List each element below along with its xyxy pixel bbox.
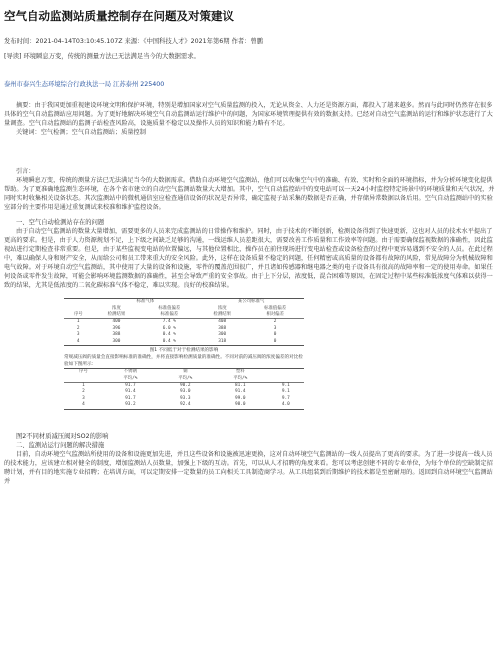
table-cell: 2 — [273, 319, 277, 325]
table-1-column-header: 检测结果 — [107, 312, 126, 317]
section-2-heading: 二、监测站运行问题的解决措施 — [16, 441, 105, 449]
table-cell: 2 — [82, 389, 85, 395]
table-cell: 98.0 — [234, 402, 246, 408]
table-cell: 9.1 — [281, 383, 290, 389]
table-cell: 93.2 — [125, 402, 136, 408]
table-cell: 92.4 — [180, 402, 191, 408]
intro-label: 引言： — [16, 168, 35, 176]
table-1-group-header: 某公司标准气 — [237, 299, 265, 305]
table-cell: 300 — [112, 338, 121, 344]
table-cell: 396 — [112, 325, 121, 331]
table-cell: 9.7 — [281, 395, 290, 401]
table-cell: 9.1 — [281, 389, 290, 395]
table-cell: 408 — [218, 319, 227, 325]
table-cell: 1 — [76, 319, 80, 325]
table-cell: 4.0 — [281, 402, 290, 408]
table-1-subheader: 标准值偏差 — [264, 305, 287, 311]
table-cell: 400 — [112, 319, 121, 325]
table-cell: 300 — [218, 332, 227, 338]
table-cell: 93.0 — [180, 389, 191, 395]
author-affiliation: 泰州市泰兴生态环境综合行政执法一局 江苏泰州 225400 — [4, 80, 165, 88]
table-cell: 3 — [76, 332, 80, 338]
table-cell: 0.4 % — [162, 332, 176, 338]
publish-meta: 发布时间：2021-04-14T03:10:45.107Z 来源：《中国科技人才》2021年第6期 作者：曾鹏 — [4, 38, 264, 45]
article-page — [0, 8, 502, 657]
figure-caption: 图2不同材质减压阀对SO2的影响 — [16, 432, 109, 440]
table-cell: 3 — [273, 325, 277, 331]
table-cell: 91.7 — [125, 395, 136, 401]
table-cell: 1 — [82, 383, 85, 389]
table-2-subheader — [268, 376, 304, 383]
table-2-header: 铜 — [183, 369, 188, 375]
table-cell: 4 — [76, 338, 80, 344]
table-1-column-header: 相对偏差 — [266, 312, 284, 317]
table-1-caption: 图1 不同低于对于检测结果的影响 — [149, 348, 219, 354]
table-2-header: 塑料 — [235, 369, 245, 375]
intro-text: 环境瞬息万变，传统的测量方法已无法满足当今的大数据需求。借助自动环境空气监测站，他们可以收集空气中的准确、有效、实时和全面的环境指标，并为分析环境变化提供帮助。为了更准确地监测生态环境，在各个省市建立的自动空气监测站数量大大增加。其中，空气自动监控站中的变电站可以一天24小时监控特定场景中的环境质量和天气状况，并同时实时收集相关设备状态。其次监测站中的微机通信室应检查通信设备的状况是否异常，确定监视子站采集的数据是否正确，并存储异常数据以备后用。空气自动监测站中的实验室部分的主要作用是通过重复测试来校准和维护监控设备。 — [4, 177, 495, 212]
table-1-subheader: 浓度 — [112, 305, 121, 311]
table-2-subheader: 平均/% — [123, 375, 138, 381]
table-1 — [64, 298, 304, 346]
table-cell: 7.4 % — [162, 319, 176, 325]
section-1-heading: 一、空气自动检测站存在的问题 — [16, 219, 105, 227]
table-cell: 93.3 — [180, 395, 191, 401]
table-row — [64, 319, 304, 326]
table-1-group-header: 标准气体 — [136, 299, 155, 305]
table-cell: 99.0 — [234, 395, 246, 401]
article-title: 空气自动监测站质量控制存在问题及对策建议 — [4, 9, 234, 23]
table-cell: 2 — [76, 325, 80, 331]
table-2-header: 不锈钢 — [123, 369, 137, 375]
table-1-column-header: 序号 — [73, 312, 83, 317]
article-guide: [导读] 环境瞬息万变，传统的测量方法已无法满足当今的大数据需求。 — [4, 53, 200, 61]
keywords: 关键词：空气检测；空气自动监测站；质量控制 — [16, 129, 146, 137]
table-cell: 0.4 % — [162, 338, 176, 344]
table-2 — [64, 368, 304, 409]
table-cell: 318 — [218, 338, 227, 344]
table-cell: 0 — [273, 338, 277, 344]
section-1-text: 由于自动空气监测站的数量大量增加，需要更多的人员来完成监测站的日常操作和维护。同时，由于技术的不断创新，检测设备得到了快速更新，这也对人员的技术水平提出了更高的要求。但是，由于人力资源规划不足，上下级之间缺乏足够的沟通，一线运维人员差距很大，需要改善工作质量和工作效率等问题。由于需要确保监视数据的准确性，因此监视站进行定期检查非常重要。但是，由于某些监视变电站的位置偏远，与其他位置相比，操作员在前往现场进行变电站检查或设备检查的过程中更容易遇到不安全的人员。在此过程中，难以确保人身和财产安全，从而给公司和员工带来重大的安全风险。此外，这样在设备质量不稳定的问题，任何精密或高质量的设备都有故障的风险，常见故障分为机械故障和电气故障。对于环境自动空气监测站，其中使用了大量的设备和设施，零件的覆盖范围很广，并且诸如传感器和继电器之类的电子设备具有很高的故障率和一定的使用寿命。如果任何设备或零件发生故障，可能会影响环境监测数据的准确性，甚至会导致严重的安全事故。由于上下分层，浓度低，混合困难等原因，在固定过程中某些标准低浓度气体难以获得一致的结果，尤其是低浓度的二氧化碳标准气体不稳定，难以实现。良好的校准结果。 — [4, 228, 493, 290]
table-row — [64, 339, 304, 346]
table-cell: 388 — [112, 332, 121, 338]
table-1-subheader: 标准值偏差 — [158, 305, 181, 311]
section-2-text: 目前，自动环境空气监测站所使用的设备和设施更加先进，并且这些设备和设施被迅速更换，这对自动环境空气监测站的一线人员提出了更高的要求。为了进一步提高一线人员的技术能力，应该建立相对健全的制度，增加监测站人员数量，加强上下级的互动。首先，可以从人才招聘的角度来看。您可以考虑创建不同的专业单位，为每个单位的空缺制定招聘计划，并有目的地实施专业招聘；在培训方面，可以定期安排一定数量的员工向相关工具制造商学习。从工具组装到后期维护的技术都是至密耐用的。返回到自动环境空气监测站并 — [4, 450, 493, 485]
table-cell: 3 — [82, 395, 85, 401]
table-2-header — [268, 369, 304, 376]
table-1-column-header: 标准偏差 — [160, 312, 179, 317]
table-figure — [64, 298, 304, 409]
table-cell: 90.2 — [180, 383, 191, 389]
table-1-column-header: 检测结果 — [213, 312, 231, 317]
table-2-header: 序号 — [79, 369, 88, 375]
table-cell: 91.4 — [125, 389, 136, 395]
table-cell: 4 — [82, 402, 85, 408]
table-cell: 6.0 % — [162, 325, 176, 331]
table-cell: 0 — [273, 332, 277, 338]
table-1-subheader: 浓度 — [217, 305, 227, 311]
table-cell: 388 — [218, 325, 227, 331]
table-cell: 81.1 — [234, 383, 246, 389]
table-1-header — [64, 299, 92, 306]
abstract: 摘要：由于我国更加重视建设环境文明和保护环境，特别是增加国家对空气质量监测的投入，无论从资金、人力还是资源方面，都投入了越来越多。然而与此同时仍然存在很多具体的空气自动监测站应用问题。为了更好地解决环境空气自动监测站运行维护中的问题，为国家环境管理提供有效的数据支持。已经对自动空气监测站的运行和维护状态进行了大量调查。空气自动监测站的监测子站检查风险高，设施质量不稳定以及操作人员的知识和能力略有不足。 — [4, 102, 493, 128]
table-cell: 91.7 — [125, 383, 136, 389]
table-2-subheader — [64, 376, 103, 383]
table-row — [64, 402, 304, 409]
table-2-subheader: 平均/% — [178, 375, 193, 381]
table-2-subheader: 平均/% — [233, 375, 248, 381]
table-note: 常规减压阀的质量会直接影响标准的准确性，并将直接影响检测质量的准确性。不同对前的减压阀的浓度偏差的对比检验如下图所示： — [64, 355, 303, 367]
table-cell: 91.4 — [234, 389, 246, 395]
